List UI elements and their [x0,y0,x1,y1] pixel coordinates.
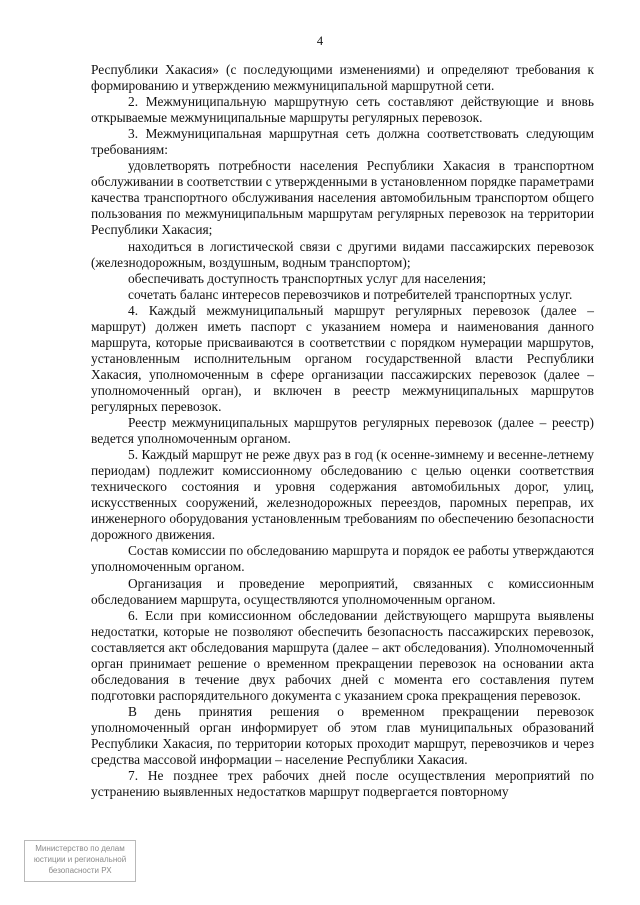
stamp-line: безопасности РХ [48,866,112,875]
paragraph: удовлетворять потребности населения Республики Хакасия в транспортном обслуживании в соответствии с утвержденными в установленном порядке параметрами качества транспортного обслуживания населения автомобильным транспортом общего пользования по межмуниципальным маршрутам регулярных перевозок на территории Республики Хакасия; [91,158,594,238]
paragraph: Состав комиссии по обследованию маршрута и порядок ее работы утверждаются уполномоченным органом. [91,543,594,575]
paragraph: 4. Каждый межмуниципальный маршрут регулярных перевозок (далее – маршрут) должен иметь паспорт с указанием номера и наименования данного маршрута, которые присваиваются в соответствии с порядком нумерации маршрутов, установленным исполнительным органом государственной власти Республики Хакасия, уполномоченным в сфере организации пассажирских перевозок (далее – уполномоченный орган), и включен в реестр межмуниципальных маршрутов регулярных перевозок. [91,302,594,414]
stamp-line: юстиции и региональной [33,855,127,864]
registration-stamp [24,840,136,882]
paragraph: обеспечивать доступность транспортных услуг для населения; [128,270,487,286]
paragraph: Организация и проведение мероприятий, связанных с комиссионным обследованием маршрута, осуществляются уполномоченным органом. [91,575,594,607]
document-body [91,62,594,800]
paragraph: 7. Не позднее трех рабочих дней после осуществления мероприятий по устранению выявленных недостатков маршрут подвергается повторному [91,768,594,800]
paragraph: 2. Межмуниципальную маршрутную сеть составляют действующие и вновь открываемые межмуниципальные маршруты регулярных перевозок. [91,94,594,126]
paragraph: Реестр межмуниципальных маршрутов регулярных перевозок (далее – реестр) ведется уполномоченным органом. [91,415,594,447]
paragraph: 3. Межмуниципальная маршрутная сеть должна соответствовать следующим требованиям: [91,126,594,158]
paragraph: сочетать баланс интересов перевозчиков и потребителей транспортных услуг. [128,286,573,302]
paragraph: 6. Если при комиссионном обследовании действующего маршрута выявлены недостатки, которые не позволяют обеспечить безопасность пассажирских перевозок, составляется акт обследования маршрута (далее – акт обследования). Уполномоченный орган принимает решение о временном прекращении перевозок на основании акта обследования в течение двух рабочих дней с момента его составления путем подготовки распорядительного документа с указанием срока прекращения перевозок. [91,607,594,703]
page-number: 4 [316,34,324,48]
paragraph: 5. Каждый маршрут не реже двух раз в год (к осенне-зимнему и весенне-летнему периодам) подлежит комиссионному обследованию с целью оценки соответствия технического состояния и уровня содержания автомобильных дорог, улиц, искусственных сооружений, железнодорожных переездов, паромных переправ, их инженерного оборудования установленным требованиям по обеспечению безопасности дорожного движения. [91,447,594,543]
paragraph: Республики Хакасия» (с последующими изменениями) и определяют требования к формированию и утверждению межмуниципальной маршрутной сети. [91,62,594,94]
paragraph: находиться в логистической связи с другими видами пассажирских перевозок (железнодорожным, воздушным, водным транспортом); [91,238,594,270]
stamp-line: Министерство по делам [35,844,125,853]
paragraph: В день принятия решения о временном прекращении перевозок уполномоченный орган информирует об этом глав муниципальных образований Республики Хакасия, по территории которых проходит маршрут, перевозчиков и через средства массовой информации – население Республики Хакасия. [91,703,594,768]
